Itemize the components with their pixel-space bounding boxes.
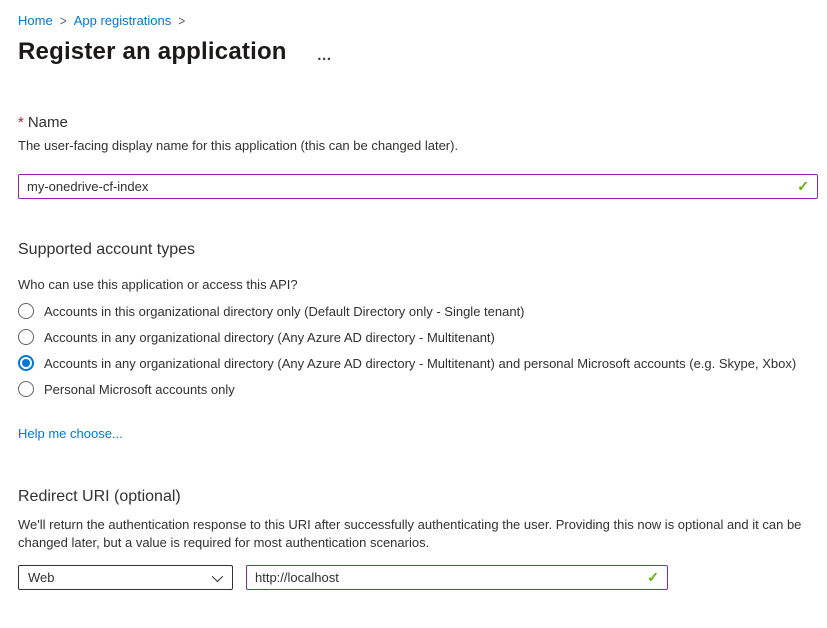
name-input-wrap xyxy=(18,174,818,199)
breadcrumb xyxy=(18,12,818,29)
radio-option-label: Personal Microsoft accounts only xyxy=(44,381,235,397)
chevron-down-icon xyxy=(212,570,223,581)
help-me-choose-link[interactable]: Help me choose... xyxy=(18,426,123,441)
radio-option-multitenant[interactable] xyxy=(18,329,818,345)
required-asterisk: * xyxy=(18,114,24,131)
name-label-text: Name xyxy=(27,114,68,131)
platform-select-dropdown[interactable] xyxy=(18,565,233,590)
radio-option-single-tenant[interactable] xyxy=(18,303,818,319)
platform-selected-value: Web xyxy=(28,570,55,585)
radio-button-icon[interactable] xyxy=(18,303,34,319)
breadcrumb-home-link[interactable]: Home xyxy=(18,13,53,28)
radio-button-icon[interactable] xyxy=(18,329,34,345)
name-label xyxy=(18,114,818,131)
supported-account-types-heading: Supported account types xyxy=(18,241,196,258)
valid-check-icon: ✓ xyxy=(647,568,659,585)
name-input[interactable] xyxy=(18,174,818,199)
page-title: Register an application xyxy=(18,38,287,65)
page-header xyxy=(18,38,818,66)
redirect-uri-controls xyxy=(18,565,818,590)
more-options-button[interactable]: … xyxy=(316,46,333,64)
breadcrumb-app-registrations-link[interactable]: App registrations xyxy=(73,13,172,28)
redirect-uri-input[interactable] xyxy=(246,565,668,590)
breadcrumb-chevron-icon: > xyxy=(178,12,186,29)
radio-button-icon[interactable] xyxy=(18,355,34,371)
radio-option-label: Accounts in this organizational directory only (Default Directory only - Single tenant) xyxy=(44,303,525,319)
valid-check-icon: ✓ xyxy=(797,177,809,194)
uri-input-wrap xyxy=(246,565,668,590)
radio-option-multitenant-personal[interactable] xyxy=(18,355,818,371)
redirect-uri-description: We'll return the authentication response to this URI after successfully authenticating the user. Providing this now is optional and it can be changed later, but a value is required for most authentication scenarios. xyxy=(18,517,802,550)
radio-option-personal-only[interactable] xyxy=(18,381,818,397)
account-types-question: Who can use this application or access this API? xyxy=(18,277,298,292)
breadcrumb-chevron-icon: > xyxy=(59,12,67,29)
radio-option-label: Accounts in any organizational directory (Any Azure AD directory - Multitenant) and personal Microsoft accounts (e.g. Skype, Xbox) xyxy=(44,355,797,371)
redirect-uri-heading: Redirect URI (optional) xyxy=(18,488,181,505)
radio-option-label: Accounts in any organizational directory (Any Azure AD directory - Multitenant) xyxy=(44,329,495,345)
account-types-radio-group xyxy=(18,303,818,397)
radio-button-icon[interactable] xyxy=(18,381,34,397)
name-description: The user-facing display name for this application (this can be changed later). xyxy=(18,138,459,153)
